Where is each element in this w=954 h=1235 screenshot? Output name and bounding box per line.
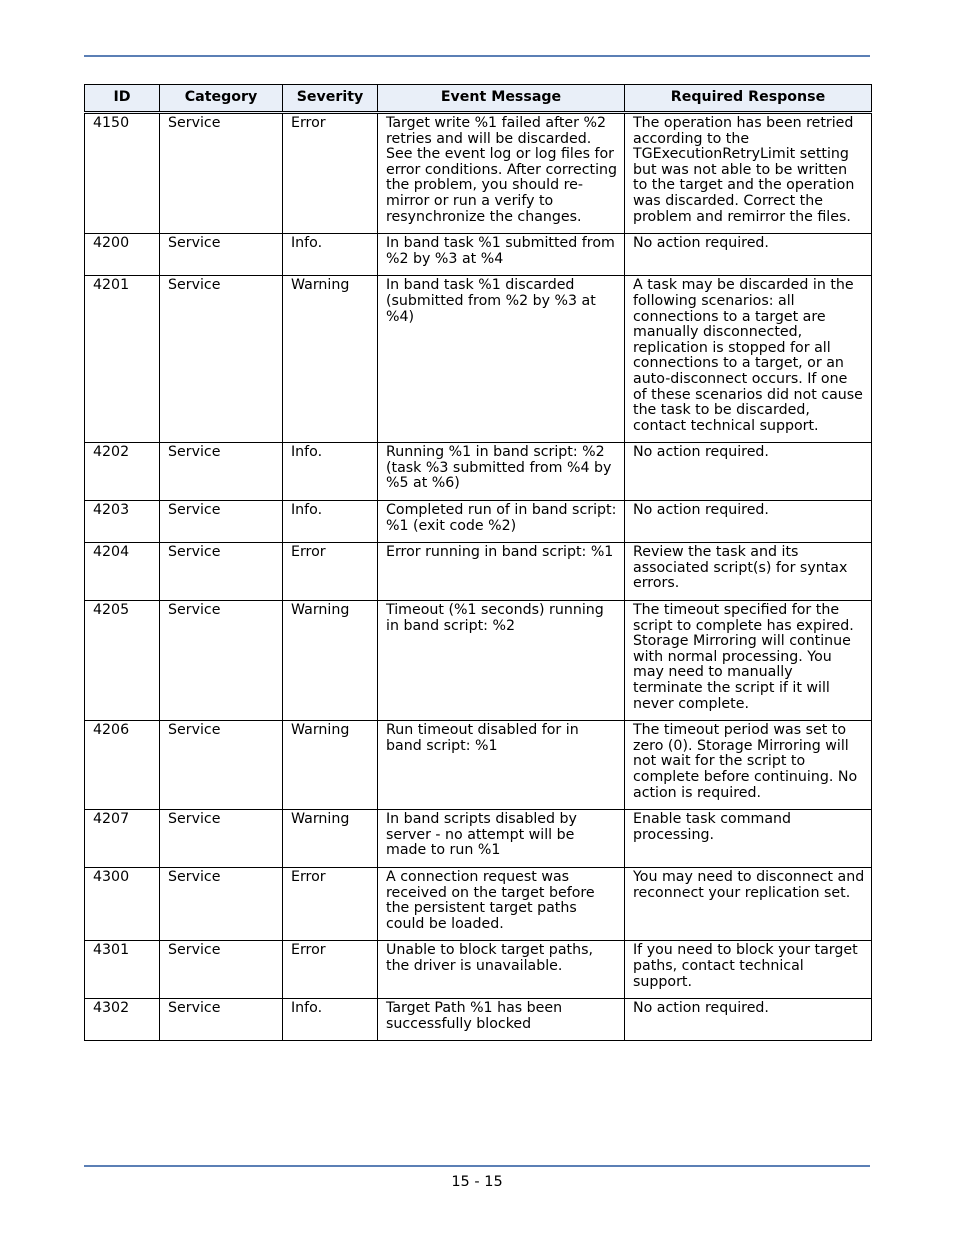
cell-id: 4200 bbox=[85, 234, 160, 276]
table-row bbox=[85, 443, 872, 501]
header-rule bbox=[84, 55, 870, 57]
cell-event-message: Completed run of in band script: %1 (exit code %2) bbox=[378, 501, 625, 543]
cell-id: 4204 bbox=[85, 543, 160, 601]
cell-id: 4207 bbox=[85, 810, 160, 868]
cell-id: 4300 bbox=[85, 867, 160, 940]
table-header bbox=[85, 85, 872, 113]
column-header-category: Category bbox=[160, 85, 283, 113]
cell-id: 4150 bbox=[85, 113, 160, 234]
cell-required-response: Review the task and its associated script(s) for syntax errors. bbox=[625, 543, 872, 601]
cell-severity: Info. bbox=[283, 501, 378, 543]
table-row bbox=[85, 999, 872, 1041]
cell-id: 4202 bbox=[85, 443, 160, 501]
cell-category: Service bbox=[160, 276, 283, 443]
table-row bbox=[85, 601, 872, 721]
cell-required-response: No action required. bbox=[625, 999, 872, 1041]
cell-category: Service bbox=[160, 234, 283, 276]
table-row bbox=[85, 867, 872, 940]
event-table bbox=[84, 84, 872, 1041]
cell-required-response: You may need to disconnect and reconnect your replication set. bbox=[625, 867, 872, 940]
cell-event-message: In band scripts disabled by server - no attempt will be made to run %1 bbox=[378, 810, 625, 868]
table-body bbox=[85, 113, 872, 1041]
cell-required-response: The timeout period was set to zero (0). Storage Mirroring will not wait for the script to complete before continuing. No action is required. bbox=[625, 721, 872, 810]
column-header-id: ID bbox=[85, 85, 160, 113]
page-number: 15 - 15 bbox=[451, 1174, 503, 1190]
cell-severity: Error bbox=[283, 543, 378, 601]
cell-id: 4201 bbox=[85, 276, 160, 443]
cell-severity: Info. bbox=[283, 234, 378, 276]
table-row bbox=[85, 276, 872, 443]
cell-severity: Error bbox=[283, 867, 378, 940]
cell-category: Service bbox=[160, 113, 283, 234]
cell-event-message: Running %1 in band script: %2 (task %3 submitted from %4 by %5 at %6) bbox=[378, 443, 625, 501]
cell-severity: Warning bbox=[283, 601, 378, 721]
table-row bbox=[85, 721, 872, 810]
cell-required-response: No action required. bbox=[625, 234, 872, 276]
table-row bbox=[85, 543, 872, 601]
cell-required-response: If you need to block your target paths, contact technical support. bbox=[625, 941, 872, 999]
column-header-required-response: Required Response bbox=[625, 85, 872, 113]
cell-id: 4203 bbox=[85, 501, 160, 543]
cell-event-message: Timeout (%1 seconds) running in band script: %2 bbox=[378, 601, 625, 721]
cell-category: Service bbox=[160, 999, 283, 1041]
cell-event-message: In band task %1 discarded (submitted from %2 by %3 at %4) bbox=[378, 276, 625, 443]
cell-severity: Warning bbox=[283, 276, 378, 443]
table-row bbox=[85, 501, 872, 543]
cell-event-message: Target write %1 failed after %2 retries and will be discarded. See the event log or log files for error conditions. After correcting the problem, you should re-mirror or run a verify to resynchronize the changes. bbox=[378, 113, 625, 234]
cell-category: Service bbox=[160, 721, 283, 810]
column-header-severity: Severity bbox=[283, 85, 378, 113]
cell-required-response: The timeout specified for the script to complete has expired. Storage Mirroring will continue with normal processing. You may need to manually terminate the script if it will never complete. bbox=[625, 601, 872, 721]
cell-event-message: Unable to block target paths, the driver is unavailable. bbox=[378, 941, 625, 999]
cell-event-message: In band task %1 submitted from %2 by %3 at %4 bbox=[378, 234, 625, 276]
column-header-event-message: Event Message bbox=[378, 85, 625, 113]
table-row bbox=[85, 113, 872, 234]
cell-severity: Error bbox=[283, 113, 378, 234]
cell-id: 4205 bbox=[85, 601, 160, 721]
cell-severity: Error bbox=[283, 941, 378, 999]
table-row bbox=[85, 941, 872, 999]
cell-event-message: Error running in band script: %1 bbox=[378, 543, 625, 601]
cell-required-response: Enable task command processing. bbox=[625, 810, 872, 868]
cell-event-message: Run timeout disabled for in band script: %1 bbox=[378, 721, 625, 810]
cell-severity: Warning bbox=[283, 721, 378, 810]
cell-category: Service bbox=[160, 867, 283, 940]
cell-event-message: Target Path %1 has been successfully blocked bbox=[378, 999, 625, 1041]
cell-category: Service bbox=[160, 810, 283, 868]
cell-category: Service bbox=[160, 941, 283, 999]
table-row bbox=[85, 810, 872, 868]
cell-required-response: No action required. bbox=[625, 443, 872, 501]
cell-id: 4301 bbox=[85, 941, 160, 999]
cell-category: Service bbox=[160, 543, 283, 601]
footer-rule bbox=[84, 1165, 870, 1167]
cell-category: Service bbox=[160, 501, 283, 543]
cell-id: 4206 bbox=[85, 721, 160, 810]
cell-event-message: A connection request was received on the target before the persistent target paths could be loaded. bbox=[378, 867, 625, 940]
cell-required-response: No action required. bbox=[625, 501, 872, 543]
cell-id: 4302 bbox=[85, 999, 160, 1041]
cell-severity: Info. bbox=[283, 999, 378, 1041]
table-row bbox=[85, 234, 872, 276]
cell-category: Service bbox=[160, 601, 283, 721]
cell-severity: Warning bbox=[283, 810, 378, 868]
cell-severity: Info. bbox=[283, 443, 378, 501]
cell-required-response: The operation has been retried according to the TGExecutionRetryLimit setting but was not able to be written to the target and the operation was discarded. Correct the problem and remirror the files. bbox=[625, 113, 872, 234]
cell-required-response: A task may be discarded in the following scenarios: all connections to a target are manually disconnected, replication is stopped for all connections to a target, or an auto-disconnect occurs. If one of these scenarios did not cause the task to be discarded, contact technical support. bbox=[625, 276, 872, 443]
cell-category: Service bbox=[160, 443, 283, 501]
